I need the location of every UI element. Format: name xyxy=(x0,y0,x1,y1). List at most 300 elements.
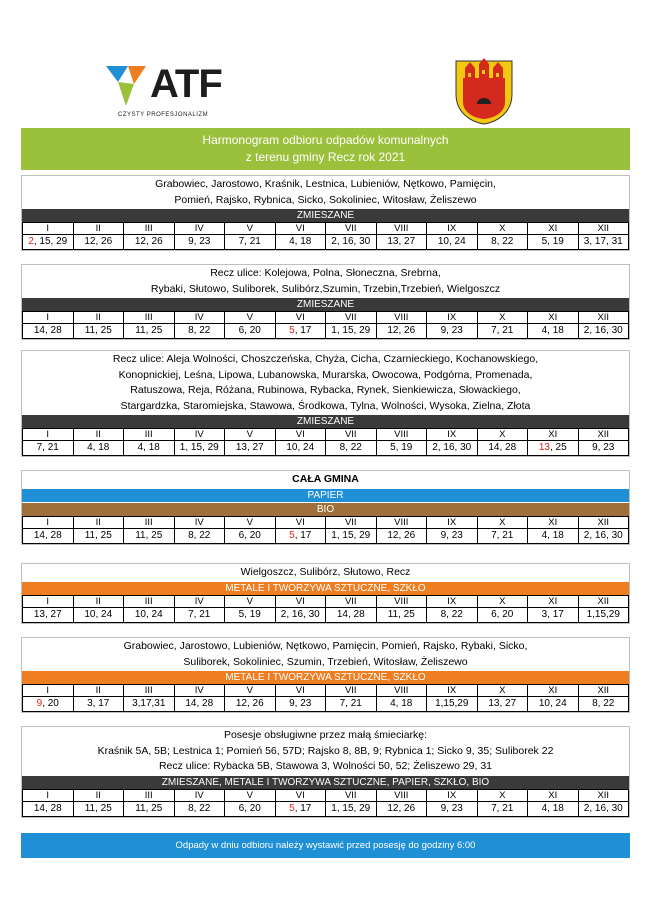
month-header: II xyxy=(73,516,124,528)
pickup-dates-text: 1, 15, 29 xyxy=(331,529,371,541)
month-header: VIII xyxy=(376,429,427,441)
month-header: XII xyxy=(578,516,629,528)
month-header: V xyxy=(225,429,276,441)
month-header: VII xyxy=(326,595,377,607)
month-header: XI xyxy=(528,516,579,528)
waste-type-bar: ZMIESZANE, METALE I TWORZYWA SZTUCZNE, PAPIER, SZKŁO, BIO xyxy=(22,775,629,789)
month-row xyxy=(23,685,629,697)
pickup-dates-cell xyxy=(427,607,478,622)
month-header: IV xyxy=(174,312,225,324)
schedule-block xyxy=(21,350,630,457)
pickup-dates-cell xyxy=(23,324,74,339)
pickup-calendar xyxy=(22,222,629,250)
pickup-dates-cell xyxy=(124,528,175,543)
month-header: V xyxy=(225,312,276,324)
pickup-dates-text: 9, 23 xyxy=(440,325,463,336)
month-header: VIII xyxy=(376,595,427,607)
pickup-dates-cell xyxy=(225,801,276,816)
month-header: IX xyxy=(427,595,478,607)
month-header: V xyxy=(225,789,276,801)
pickup-dates-text: 10, 24 xyxy=(134,608,163,620)
pickup-dates-text: 2, 16, 30 xyxy=(583,325,623,336)
month-header: XII xyxy=(578,429,629,441)
pickup-dates-cell xyxy=(225,607,276,622)
area-description-line: Grabowiec, Jarostowo, Lubieniów, Nętkowo, Pamięcin, Pomień, Rajsko, Rybaki, Sicko, xyxy=(123,640,528,652)
dates-row xyxy=(23,801,629,816)
pickup-dates-cell xyxy=(174,607,225,622)
pickup-dates-cell xyxy=(376,528,427,543)
atf-logo-icon xyxy=(104,62,148,110)
month-header: V xyxy=(225,685,276,697)
pickup-dates-cell xyxy=(275,607,326,622)
month-header: VI xyxy=(275,223,326,235)
pickup-dates-cell xyxy=(73,324,124,339)
pickup-dates-cell xyxy=(326,607,377,622)
pickup-dates-cell xyxy=(477,697,528,712)
pickup-dates-cell xyxy=(174,528,225,543)
waste-type-bar: ZMIESZANE xyxy=(22,414,629,428)
pickup-dates-text: 11, 25 xyxy=(84,529,112,541)
footer-notice: Odpady w dniu odbioru należy wystawić przed posesję do godziny 6:00 xyxy=(21,833,630,858)
pickup-dates-text: 4, 18 xyxy=(87,442,110,453)
pickup-dates-text: 5, 19 xyxy=(541,236,564,247)
area-description xyxy=(22,176,629,208)
pickup-dates-text: 2, 16, 30 xyxy=(432,442,472,453)
month-header: X xyxy=(477,595,528,607)
pickup-dates-text: 13, 27 xyxy=(33,608,62,620)
dates-row xyxy=(23,697,629,712)
coat-of-arms-icon xyxy=(453,58,515,126)
pickup-dates-text: 12, 26 xyxy=(387,802,416,814)
pickup-dates-cell xyxy=(124,697,175,712)
pickup-dates-cell xyxy=(578,324,629,339)
month-header: XI xyxy=(528,595,579,607)
month-header: V xyxy=(225,223,276,235)
area-description-line: Kraśnik 5A, 5B; Lestnica 1; Pomień 56, 57D; Rajsko 8, 8B, 9; Rybnica 1; Sicko 9, 35; Suliborek 22 xyxy=(97,744,554,757)
pickup-dates-cell xyxy=(528,235,579,250)
pickup-dates-text: 8, 22 xyxy=(339,442,362,453)
pickup-dates-cell xyxy=(73,528,124,543)
logo-text: ATF xyxy=(150,62,222,106)
month-header: IX xyxy=(427,312,478,324)
pickup-dates-text: 12, 26 xyxy=(235,698,264,709)
month-header: III xyxy=(124,595,175,607)
pickup-dates-cell xyxy=(376,235,427,250)
pickup-dates-text: 2, 16, 30 xyxy=(280,608,320,620)
logo-tagline: CZYSTY PROFESJONALIZM xyxy=(118,112,209,118)
area-description xyxy=(22,265,629,297)
waste-type-bar: ZMIESZANE xyxy=(22,297,629,311)
month-header: VI xyxy=(275,685,326,697)
pickup-dates-text: 1, 15, 29 xyxy=(331,325,371,336)
waste-type-bar: METALE I TWORZYWA SZTUCZNE, SZKŁO xyxy=(22,670,629,684)
pickup-dates-text: 6, 20 xyxy=(238,529,261,541)
pickup-dates-text: 8, 22 xyxy=(188,802,211,814)
pickup-dates-cell xyxy=(578,801,629,816)
month-header: XII xyxy=(578,789,629,801)
month-header: IX xyxy=(427,685,478,697)
dates-row xyxy=(23,528,629,543)
pickup-dates-text: 6, 20 xyxy=(238,325,261,336)
month-header: III xyxy=(124,223,175,235)
month-header: XI xyxy=(528,789,579,801)
pickup-dates-text: , 17 xyxy=(294,529,312,541)
pickup-dates-text: 1,15,29 xyxy=(586,608,620,620)
pickup-dates-cell xyxy=(73,801,124,816)
pickup-dates-cell xyxy=(326,528,377,543)
area-description-line: Pomień, Rajsko, Rybnica, Sicko, Sokoliniec, Witosław, Żeliszewo xyxy=(174,193,477,206)
month-header: II xyxy=(73,595,124,607)
pickup-dates-cell xyxy=(73,441,124,456)
pickup-dates-cell xyxy=(477,801,528,816)
pickup-dates-text: 11, 25 xyxy=(135,802,163,814)
month-header: IV xyxy=(174,223,225,235)
month-header: IV xyxy=(174,789,225,801)
pickup-calendar xyxy=(22,428,629,456)
pickup-dates-cell xyxy=(275,235,326,250)
dates-row xyxy=(23,324,629,339)
month-header: XII xyxy=(578,223,629,235)
pickup-dates-cell xyxy=(275,324,326,339)
pickup-dates-text: 1, 15, 29 xyxy=(331,802,371,814)
month-header: I xyxy=(23,789,74,801)
pickup-dates-cell xyxy=(124,324,175,339)
dates-row xyxy=(23,607,629,622)
month-header: II xyxy=(73,685,124,697)
month-header: III xyxy=(124,789,175,801)
pickup-dates-text: 7, 21 xyxy=(491,802,514,814)
month-header: VII xyxy=(326,789,377,801)
month-header: XI xyxy=(528,312,579,324)
header-subtitle: z terenu gminy Recz rok 2021 xyxy=(245,150,406,164)
pickup-dates-cell xyxy=(23,801,74,816)
month-header: VIII xyxy=(376,685,427,697)
waste-type-bar: BIO xyxy=(22,502,629,516)
month-header: VII xyxy=(326,223,377,235)
pickup-dates-cell xyxy=(427,235,478,250)
pickup-dates-cell xyxy=(427,324,478,339)
month-header: VII xyxy=(326,685,377,697)
pickup-dates-cell xyxy=(528,528,579,543)
pickup-dates-text: 14, 28 xyxy=(488,442,517,453)
pickup-dates-cell xyxy=(275,441,326,456)
month-row xyxy=(23,312,629,324)
month-header: III xyxy=(124,685,175,697)
pickup-calendar xyxy=(22,516,629,544)
pickup-dates-cell xyxy=(528,801,579,816)
pickup-dates-text: 3,17,31 xyxy=(132,698,166,709)
pickup-dates-cell xyxy=(376,697,427,712)
area-description-line: Stargardzka, Staromiejska, Stawowa, Środkowa, Tylna, Wolności, Wysoka, Zielna, Złota xyxy=(120,399,531,412)
month-header: IX xyxy=(427,789,478,801)
month-header: XII xyxy=(578,685,629,697)
month-header: VI xyxy=(275,312,326,324)
month-header: II xyxy=(73,312,124,324)
pickup-dates-text: 1,15,29 xyxy=(435,698,469,709)
pickup-dates-cell xyxy=(23,441,74,456)
holiday-shifted-date: 5 xyxy=(289,325,295,336)
pickup-dates-cell xyxy=(578,441,629,456)
month-header: I xyxy=(23,595,74,607)
pickup-dates-cell xyxy=(477,607,528,622)
month-header: XI xyxy=(528,685,579,697)
pickup-dates-text: , 17 xyxy=(294,325,312,336)
month-header: X xyxy=(477,685,528,697)
month-header: II xyxy=(73,789,124,801)
pickup-dates-cell xyxy=(225,528,276,543)
month-header: VI xyxy=(275,429,326,441)
pickup-dates-text: 11, 25 xyxy=(84,325,112,336)
month-header: XI xyxy=(528,223,579,235)
pickup-dates-cell xyxy=(275,528,326,543)
pickup-dates-text: 8, 22 xyxy=(188,325,211,336)
pickup-dates-cell xyxy=(23,235,74,250)
month-header: I xyxy=(23,516,74,528)
holiday-shifted-date: 9 xyxy=(36,698,43,709)
pickup-dates-text: 9, 23 xyxy=(592,442,615,453)
pickup-dates-cell xyxy=(225,441,276,456)
pickup-dates-text: 9, 23 xyxy=(289,698,312,709)
pickup-dates-cell xyxy=(23,607,74,622)
pickup-dates-text: 1, 15, 29 xyxy=(179,442,219,453)
schedule-block xyxy=(21,470,630,545)
pickup-dates-cell xyxy=(275,801,326,816)
area-description-line: Konopnickiej, Leśna, Lipowa, Lubanowska, Murarska, Owocowa, Podgórna, Promenada, xyxy=(118,368,533,381)
area-description-line: Recz ulice: Rybacka 5B, Stawowa 3, Wolności 50, 52; Żeliszewo 29, 31 xyxy=(158,760,493,772)
month-header: X xyxy=(477,429,528,441)
month-header: VI xyxy=(275,789,326,801)
month-row xyxy=(23,595,629,607)
pickup-dates-text: 8, 22 xyxy=(592,698,615,709)
pickup-dates-text: 4, 18 xyxy=(390,698,413,709)
pickup-dates-cell xyxy=(326,801,377,816)
area-description-line: Ratuszowa, Reja, Różana, Rubinowa, Rybacka, Rynek, Sienkiewicza, Słowackiego, xyxy=(130,384,521,396)
month-header: VII xyxy=(326,429,377,441)
pickup-dates-cell xyxy=(326,441,377,456)
month-header: I xyxy=(23,223,74,235)
month-header: IV xyxy=(174,595,225,607)
pickup-dates-text: 11, 25 xyxy=(135,325,163,336)
pickup-dates-text: 14, 28 xyxy=(33,325,62,336)
month-header: II xyxy=(73,223,124,235)
pickup-dates-cell xyxy=(477,528,528,543)
dates-row xyxy=(23,441,629,456)
pickup-dates-text: 10, 24 xyxy=(286,442,315,453)
pickup-dates-text: 5, 19 xyxy=(390,442,413,453)
month-header: III xyxy=(124,312,175,324)
pickup-dates-cell xyxy=(427,697,478,712)
area-description xyxy=(22,564,629,581)
pickup-dates-cell xyxy=(225,235,276,250)
pickup-dates-cell xyxy=(326,324,377,339)
pickup-dates-cell xyxy=(174,324,225,339)
pickup-dates-text: 14, 28 xyxy=(185,698,214,709)
pickup-dates-text: 4, 18 xyxy=(541,802,564,814)
area-description-line: Posesje obsługiwne przez małą śmieciarkę: xyxy=(223,729,428,741)
area-description-line: Grabowiec, Jarostowo, Kraśnik, Lestnica, Lubieniów, Nętkowo, Pamięcin, xyxy=(155,178,496,190)
month-row xyxy=(23,789,629,801)
pickup-dates-text: 14, 28 xyxy=(33,802,62,814)
area-description-line: Suliborek, Sokoliniec, Szumin, Trzebień, Witosław, Żeliszewo xyxy=(183,655,468,668)
month-header: III xyxy=(124,429,175,441)
pickup-dates-text: 7, 21 xyxy=(491,325,514,336)
pickup-dates-cell xyxy=(477,441,528,456)
area-description xyxy=(22,471,629,488)
month-header: IV xyxy=(174,516,225,528)
pickup-dates-text: , 20 xyxy=(42,698,59,709)
schedule-block xyxy=(21,726,630,818)
pickup-dates-cell xyxy=(23,697,74,712)
month-header: V xyxy=(225,595,276,607)
pickup-dates-text: 6, 20 xyxy=(238,802,261,814)
pickup-dates-cell xyxy=(376,441,427,456)
area-description-line: Rybaki, Słutowo, Suliborek, Sulibórz,Szumin, Trzebin,Trzebień, Wielgoszcz xyxy=(150,282,501,295)
month-header: VI xyxy=(275,595,326,607)
pickup-dates-text: 3, 17, 31 xyxy=(583,236,623,247)
month-header: VIII xyxy=(376,223,427,235)
month-row xyxy=(23,516,629,528)
pickup-dates-text: 3, 17 xyxy=(87,698,110,709)
pickup-dates-cell xyxy=(578,235,629,250)
pickup-dates-text: 13, 27 xyxy=(488,698,517,709)
month-header: VIII xyxy=(376,516,427,528)
area-description-line: Recz ulice: Aleja Wolności, Choszczeńska, Chyża, Cicha, Czarnieckiego, Kochanowskiego, xyxy=(112,353,539,365)
pickup-dates-text: 6, 20 xyxy=(491,608,514,620)
pickup-dates-cell xyxy=(174,697,225,712)
pickup-calendar xyxy=(22,311,629,339)
pickup-dates-text: , 15, 29 xyxy=(33,236,68,247)
pickup-dates-cell xyxy=(477,235,528,250)
schedule-block xyxy=(21,175,630,251)
pickup-dates-text: 2, 16, 30 xyxy=(583,802,623,814)
month-row xyxy=(23,429,629,441)
pickup-dates-text: 8, 22 xyxy=(440,608,463,620)
month-header: II xyxy=(73,429,124,441)
month-header: IX xyxy=(427,223,478,235)
pickup-dates-cell xyxy=(376,324,427,339)
waste-type-bar: ZMIESZANE xyxy=(22,208,629,222)
pickup-dates-cell xyxy=(73,697,124,712)
pickup-dates-text: 2, 16, 30 xyxy=(331,236,371,247)
pickup-dates-text: 7, 21 xyxy=(491,529,514,541)
pickup-dates-text: 13, 27 xyxy=(235,442,264,453)
pickup-dates-cell xyxy=(73,607,124,622)
month-header: VIII xyxy=(376,312,427,324)
pickup-dates-text: 3, 17 xyxy=(541,608,564,620)
month-row xyxy=(23,223,629,235)
schedule-block xyxy=(21,563,630,624)
pickup-dates-text: 10, 24 xyxy=(437,236,466,247)
pickup-dates-cell xyxy=(427,528,478,543)
month-header: IX xyxy=(427,516,478,528)
pickup-dates-text: 11, 25 xyxy=(84,802,112,814)
month-header: VIII xyxy=(376,789,427,801)
pickup-dates-cell xyxy=(427,441,478,456)
month-header: X xyxy=(477,223,528,235)
month-header: V xyxy=(225,516,276,528)
pickup-dates-text: 7, 21 xyxy=(238,236,261,247)
pickup-dates-cell xyxy=(477,324,528,339)
pickup-dates-cell xyxy=(124,441,175,456)
pickup-dates-text: 2, 16, 30 xyxy=(583,529,623,541)
pickup-dates-cell xyxy=(73,235,124,250)
waste-type-bar: METALE I TWORZYWA SZTUCZNE, SZKŁO xyxy=(22,581,629,595)
pickup-dates-text: 9, 23 xyxy=(440,529,463,541)
month-header: IV xyxy=(174,685,225,697)
pickup-dates-text: 12, 26 xyxy=(134,236,163,247)
pickup-dates-text: 8, 22 xyxy=(188,529,211,541)
month-header: XII xyxy=(578,312,629,324)
pickup-dates-text: 4, 18 xyxy=(541,529,564,541)
pickup-calendar xyxy=(22,789,629,817)
pickup-calendar xyxy=(22,684,629,712)
pickup-dates-cell xyxy=(124,235,175,250)
month-header: I xyxy=(23,685,74,697)
pickup-dates-text: 12, 26 xyxy=(84,236,113,247)
pickup-dates-cell xyxy=(174,801,225,816)
pickup-dates-cell xyxy=(376,801,427,816)
month-header: I xyxy=(23,312,74,324)
pickup-dates-cell xyxy=(326,235,377,250)
area-description-line: Recz ulice: Kolejowa, Polna, Słoneczna, Srebrna, xyxy=(210,267,441,279)
pickup-dates-cell xyxy=(528,324,579,339)
month-header: I xyxy=(23,429,74,441)
schedule-block xyxy=(21,637,630,713)
holiday-shifted-date: 5 xyxy=(289,802,295,814)
month-header: X xyxy=(477,789,528,801)
pickup-dates-text: 13, 27 xyxy=(387,236,416,247)
pickup-dates-cell xyxy=(174,441,225,456)
holiday-shifted-date: 2 xyxy=(28,236,34,247)
month-header: VII xyxy=(326,312,377,324)
pickup-dates-text: 12, 26 xyxy=(387,325,416,336)
holiday-shifted-date: 5 xyxy=(289,529,295,541)
atf-logo xyxy=(104,62,254,126)
pickup-dates-text: 9, 23 xyxy=(188,236,211,247)
pickup-dates-cell xyxy=(225,324,276,339)
pickup-dates-text: 5, 19 xyxy=(238,608,261,620)
pickup-calendar xyxy=(22,595,629,623)
pickup-dates-cell xyxy=(124,801,175,816)
month-header: X xyxy=(477,516,528,528)
pickup-dates-cell xyxy=(528,607,579,622)
month-header: X xyxy=(477,312,528,324)
pickup-dates-text: 11, 25 xyxy=(135,529,163,541)
month-header: VI xyxy=(275,516,326,528)
header-banner xyxy=(21,128,630,170)
area-description xyxy=(22,727,629,775)
pickup-dates-text: 11, 25 xyxy=(387,608,415,620)
pickup-dates-text: 10, 24 xyxy=(538,698,567,709)
pickup-dates-cell xyxy=(528,441,579,456)
pickup-dates-text: 10, 24 xyxy=(84,608,113,620)
area-description xyxy=(22,638,629,670)
pickup-dates-text: 4, 18 xyxy=(289,236,312,247)
pickup-dates-text: 8, 22 xyxy=(491,236,514,247)
pickup-dates-cell xyxy=(275,697,326,712)
pickup-dates-text: , 17 xyxy=(294,802,312,814)
month-header: IX xyxy=(427,429,478,441)
pickup-dates-text: 14, 28 xyxy=(336,608,365,620)
holiday-shifted-date: 13 xyxy=(538,442,550,453)
pickup-dates-cell xyxy=(578,528,629,543)
pickup-dates-cell xyxy=(124,607,175,622)
month-header: III xyxy=(124,516,175,528)
pickup-dates-text: 4, 18 xyxy=(137,442,160,453)
pickup-dates-text: 4, 18 xyxy=(541,325,564,336)
pickup-dates-text: 7, 21 xyxy=(339,698,362,709)
area-description xyxy=(22,351,629,414)
